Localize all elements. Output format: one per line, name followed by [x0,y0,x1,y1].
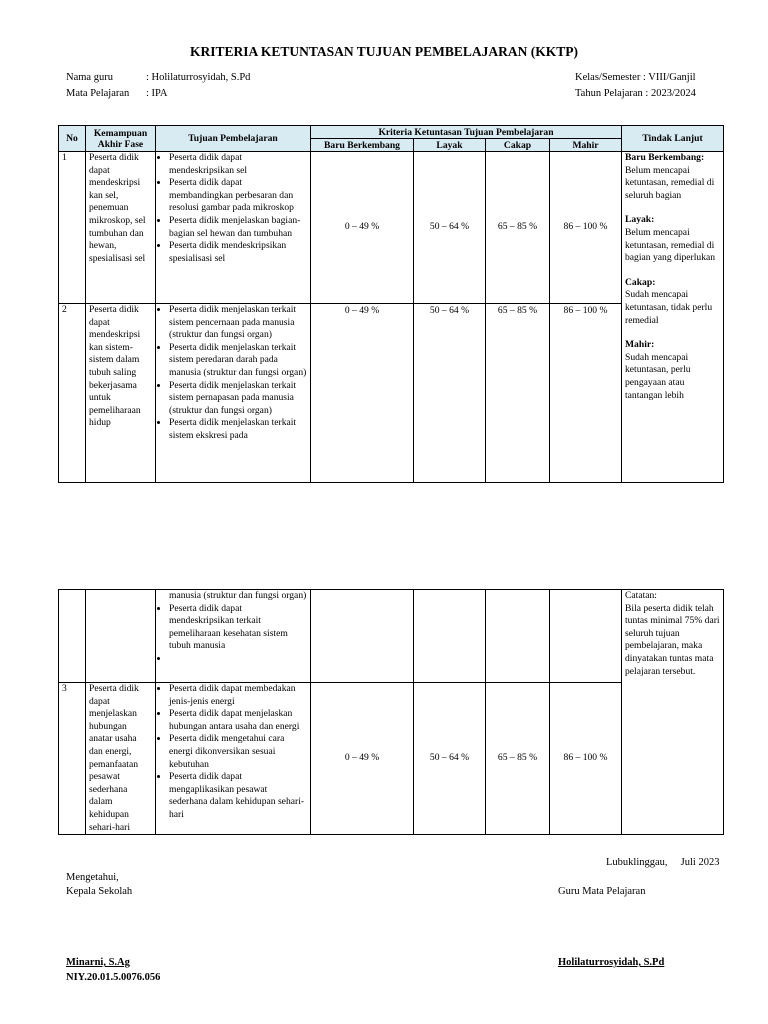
row-baru: 0 – 49 % [311,304,414,483]
tl-mahir-label: Mahir: [625,339,655,351]
catatan-label: Catatan: [625,590,657,601]
tujuan-item: • Peserta didik menjelaskan bagian-bagian sel hewan dan tumbuhan [169,215,307,240]
header-layak: Layak [414,139,486,152]
row-mahir: 86 – 100 % [550,152,622,304]
tl-baru-text: Belum mencapai ketuntasan, remedial di seluruh bagian [625,164,715,201]
tujuan-item: • Peserta didik menjelaskan terkait sistem pencernaan pada manusia (struktur dan fungsi organ) [169,304,307,342]
header-baru-berkembang: Baru Berkembang [311,139,414,152]
page-title: KRITERIA KETUNTASAN TUJUAN PEMBELAJARAN (KKTP) [189,44,579,59]
row-kemampuan: Peserta didik dapat mendeskripsi kan sistem-sistem dalam tubuh saling bekerjasama untuk pemeliharaan hidup [86,304,156,483]
kepala-sekolah-label: Kepala Sekolah [66,886,133,897]
row-baru: 0 – 49 % [311,152,414,304]
tujuan-item: • Peserta didik dapat membedakan jenis-jenis energi [169,683,307,708]
header-tujuan: Tujuan Pembelajaran [156,126,311,152]
row-tujuan-continued [156,590,311,683]
tujuan-item: • Peserta didik dapat mendeskripsikan terkait pemeliharaan kesehatan sistem tubuh manusia [169,603,307,653]
header-cakap: Cakap [486,139,550,152]
mapel-label: Mata Pelajaran [66,88,130,99]
tindak-lanjut-cell [622,152,724,483]
row-layak: 50 – 64 % [414,683,486,835]
tujuan-continued-text: manusia (struktur dan fungsi organ) [169,590,307,601]
teacher-info [66,70,250,102]
row-cakap: 65 – 85 % [486,683,550,835]
header-mahir: Mahir [550,139,622,152]
row-layak: 50 – 64 % [414,152,486,304]
row-cakap: 65 – 85 % [486,152,550,304]
guru-label: Nama guru [66,72,113,83]
tujuan-item: • Peserta didik dapat mendeskripsikan sel [169,152,307,177]
tujuan-item: • Peserta didik dapat menjelaskan hubungan antara usaha dan energi [169,708,307,733]
row-no: 3 [59,683,86,835]
guru-value: : Holilaturrosyidah, S.Pd [146,72,251,83]
row-no: 2 [59,304,86,483]
catatan-text: Bila peserta didik telah tuntas minimal 75% dari seluruh tujuan pembelajaran, maka dinyatakan tuntas mata pelajaran tersebut. [625,602,720,677]
guru-mapel-label: Guru Mata Pelajaran [558,886,646,897]
tl-cakap-text: Sudah mencapai ketuntasan, tidak perlu remedial [625,289,713,326]
empty-bullet [169,653,307,666]
tl-baru-label: Baru Berkembang: [625,152,705,163]
tl-layak-text: Belum mencapai ketuntasan, remedial di bagian yang diperlukan [625,226,716,264]
tujuan-item: • Peserta didik dapat mengaplikasikan pesawat sederhana dalam kehidupan sehari-hari [169,771,307,821]
kktp-table-continued [58,589,724,835]
kelas-semester: Kelas/Semester : VIII/Ganjil [575,72,696,83]
tahun-pelajaran: Tahun Pelajaran : 2023/2024 [575,88,696,99]
row-tujuan [156,304,311,483]
row-tujuan [156,152,311,304]
mengetahui: Mengetahui, [66,872,119,883]
row-mahir: 86 – 100 % [550,683,622,835]
guru-name: Holilaturrosyidah, S.Pd [558,957,665,968]
table-row [59,590,724,683]
row-mahir: 86 – 100 % [550,304,622,483]
kepala-name: Minarni, S.Ag [66,957,130,968]
tl-cakap-label: Cakap: [625,276,656,288]
header-tindak-lanjut: Tindak Lanjut [622,126,724,152]
catatan-cell [622,590,724,835]
row-baru: 0 – 49 % [311,683,414,835]
row-cakap: 65 – 85 % [486,304,550,483]
tujuan-item: • Peserta didik dapat membandingkan perbesaran dan resolusi gambar pada mikroskop [169,177,307,215]
kepala-niy: NIY.20.01.5.0076.056 [66,972,161,983]
tl-layak-label: Layak: [625,214,655,226]
tujuan-item: • Peserta didik menjelaskan terkait sistem peredaran darah pada manusia (struktur dan fungsi organ) [169,342,307,380]
header-kriteria: Kriteria Ketuntasan Tujuan Pembelajaran [311,126,622,139]
tujuan-item: • Peserta didik menjelaskan terkait sistem pernapasan pada manusia (struktur dan fungsi organ) [169,380,307,418]
tujuan-item: • Peserta didik mendeskripsikan spesialisasi sel [169,240,307,265]
row-tujuan [156,683,311,835]
table-row [59,152,724,304]
row-no: 1 [59,152,86,304]
row-kemampuan: Peserta didik dapat menjelaskan hubungan anatar usaha dan energi, pemanfaatan pesawat sederhana dalam kehidupan sehari-hari [86,683,156,835]
kktp-table [58,125,724,483]
header-no: No [59,126,86,152]
row-layak: 50 – 64 % [414,304,486,483]
place-date: Lubuklinggau, Juli 2023 [606,857,720,868]
tl-mahir-text: Sudah mencapai ketuntasan, perlu pengayaan atau tantangan lebih [625,351,691,401]
tujuan-item: • Peserta didik mengetahui cara energi dikonversikan sesuai kebutuhan [169,733,307,771]
header-kemampuan: Kemampuan Akhir Fase [86,126,156,152]
tujuan-item: • Peserta didik menjelaskan terkait sistem ekskresi pada [169,417,307,442]
class-info [575,70,696,102]
row-kemampuan: Peserta didik dapat mendeskripsi kan sel, penemuan mikroskop, sel tumbuhan dan hewan, spesialisasi sel [86,152,156,304]
mapel-value: : IPA [146,88,168,99]
